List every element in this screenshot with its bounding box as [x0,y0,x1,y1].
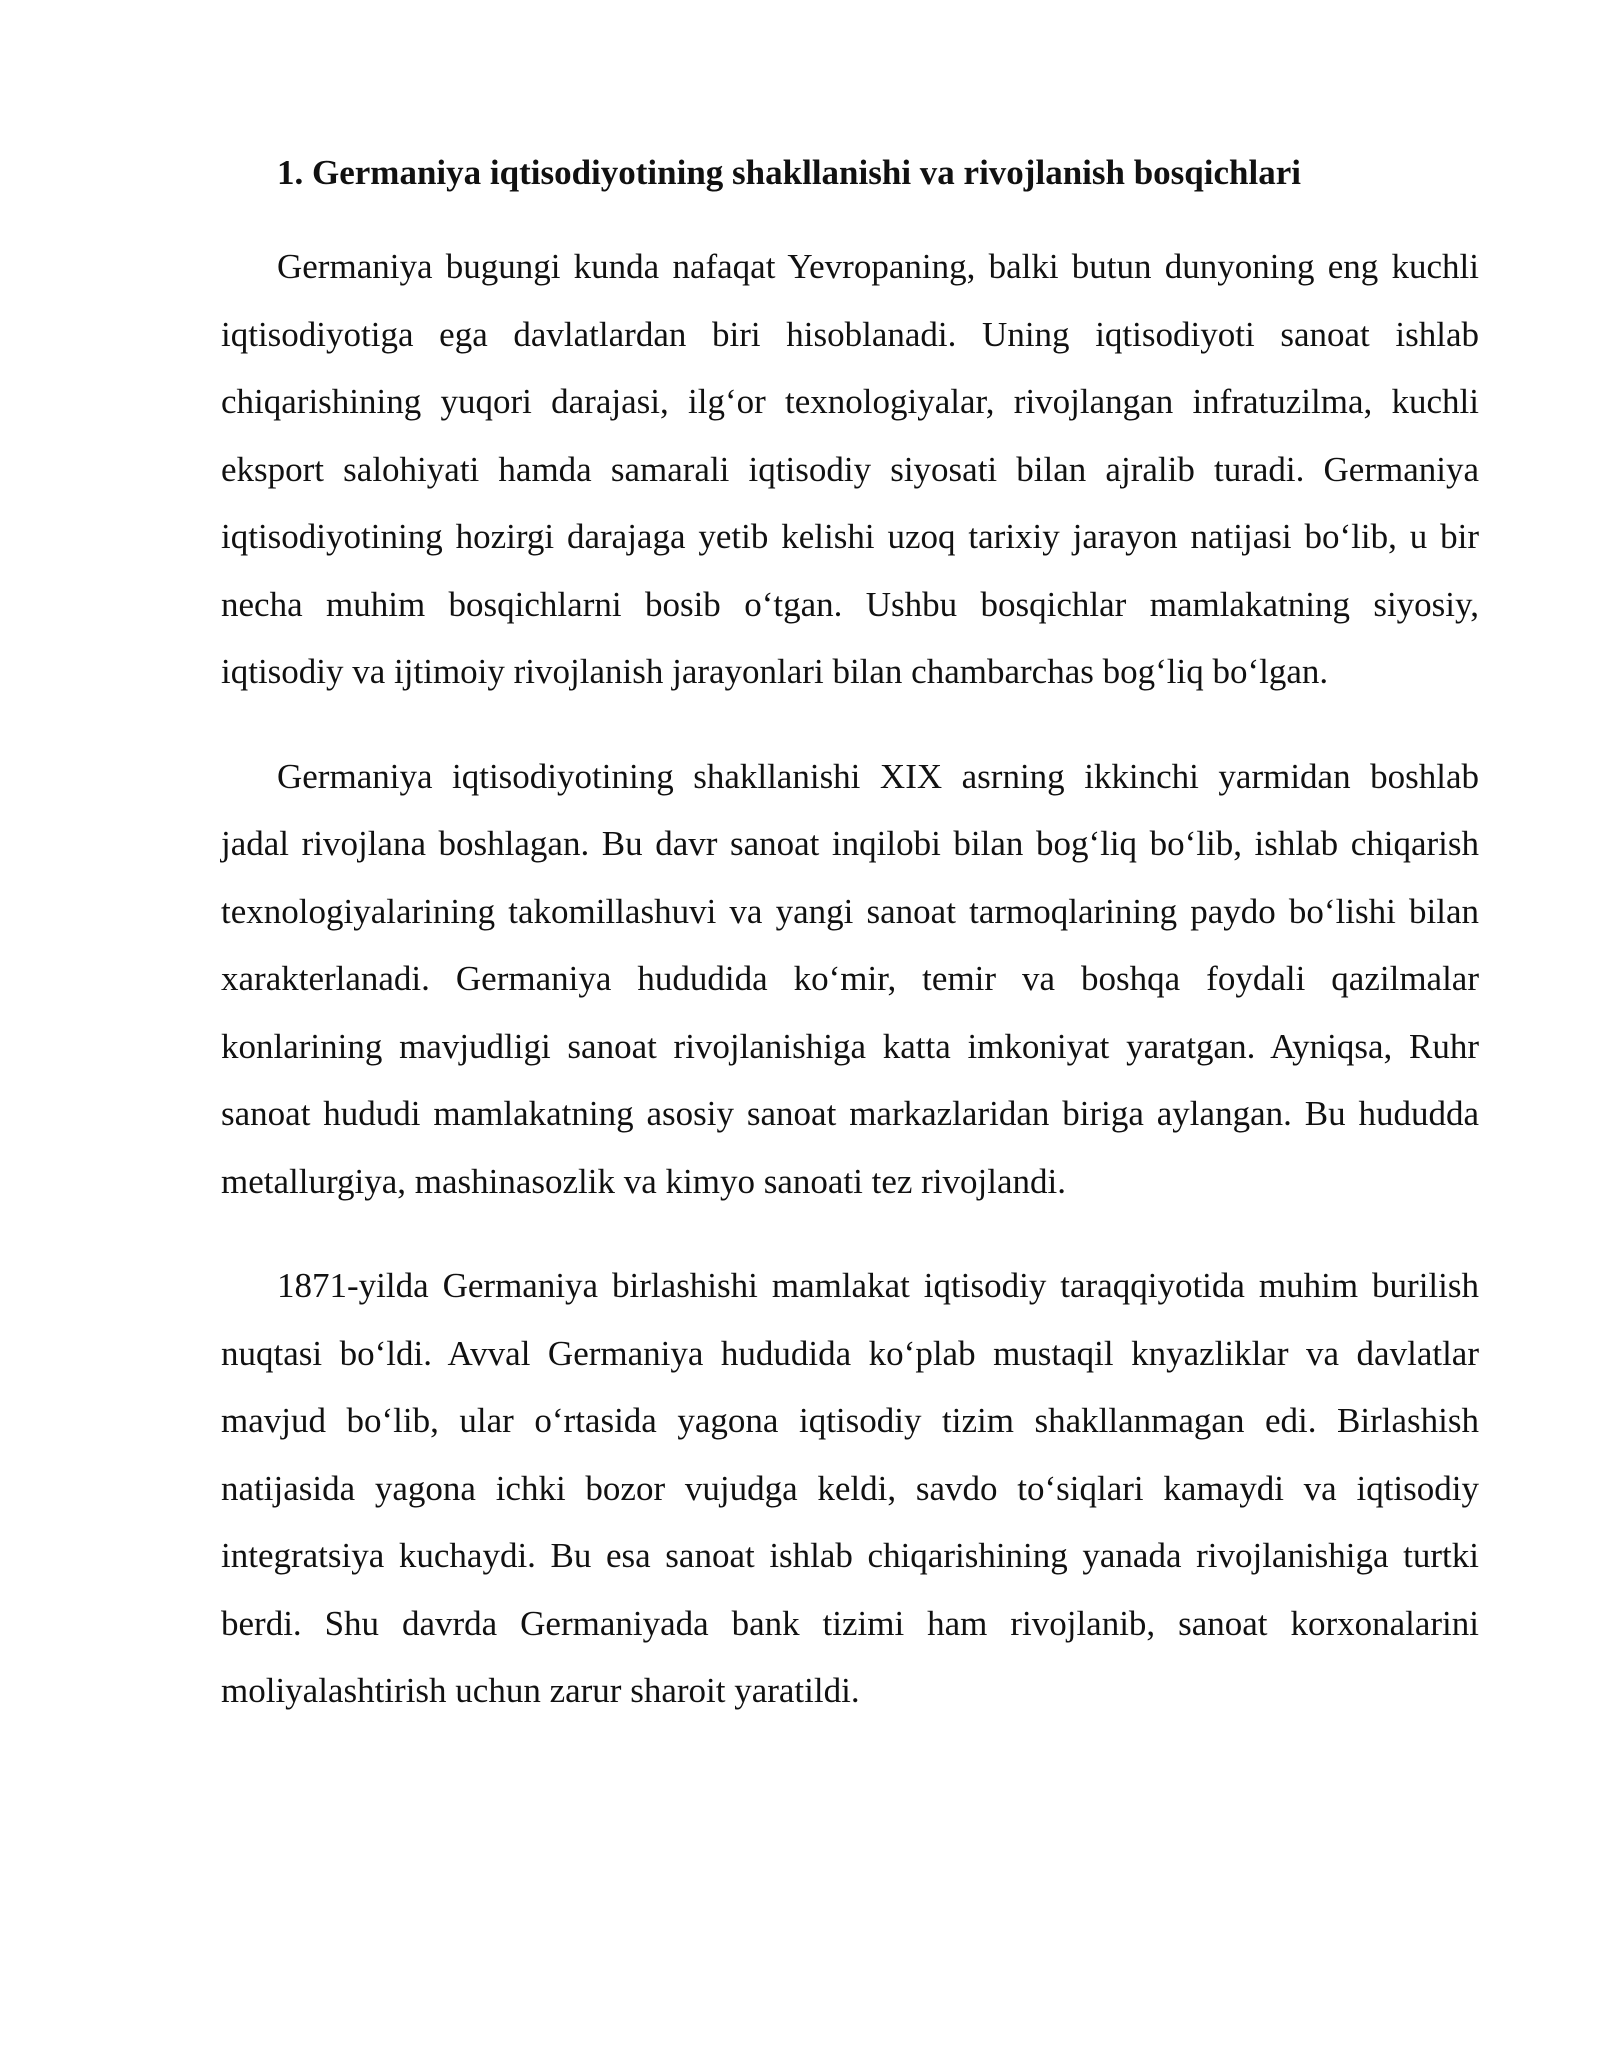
section-heading: 1. Germaniya iqtisodiyotining shakllanishi va rivojlanish bosqichlari [277,153,1301,192]
paragraph-1: Germaniya bugungi kunda nafaqat Yevropaning, balki butun dunyoning eng kuchli iqtisodiyotiga ega davlatlardan biri hisoblanadi. Uning iqtisodiyoti sanoat ishlab chiqarishining yuqori darajasi, ilg‘or texnologiyalar, rivojlangan infratuzilma, kuchli eksport salohiyati hamda samarali iqtisodiy siyosati bilan ajralib turadi. Germaniya iqtisodiyotining hozirgi darajaga yetib kelishi uzoq tarixiy jarayon natijasi bo‘lib, u bir necha muhim bosqichlarni bosib o‘tgan. Ushbu bosqichlar mamlakatning siyosiy, iqtisodiy va ijtimoiy rivojlanish jarayonlari bilan chambarchas bog‘liq bo‘lgan. [221,247,1479,691]
document-body [221,138,1479,1725]
paragraph-2: Germaniya iqtisodiyotining shakllanishi XIX asrning ikkinchi yarmidan boshlab jadal rivojlana boshlagan. Bu davr sanoat inqilobi bilan bog‘liq bo‘lib, ishlab chiqarish texnologiyalarining takomillashuvi va yangi sanoat tarmoqlarining paydo bo‘lishi bilan xarakterlanadi. Germaniya hududida ko‘mir, temir va boshqa foydali qazilmalar konlarining mavjudligi sanoat rivojlanishiga katta imkoniyat yaratgan. Ayniqsa, Ruhr sanoat hududi mamlakatning asosiy sanoat markazlaridan biriga aylangan. Bu hududda metallurgiya, mashinasozlik va kimyo sanoati tez rivojlandi. [221,756,1479,1201]
paragraph-3: 1871-yilda Germaniya birlashishi mamlakat iqtisodiy taraqqiyotida muhim burilish nuqtasi bo‘ldi. Avval Germaniya hududida ko‘plab mustaqil knyazliklar va davlatlar mavjud bo‘lib, ular o‘rtasida yagona iqtisodiy tizim shakllanmagan edi. Birlashish natijasida yagona ichki bozor vujudga keldi, savdo to‘siqlari kamaydi va iqtisodiy integratsiya kuchaydi. Bu esa sanoat ishlab chiqarishining yanada rivojlanishiga turtki berdi. Shu davrda Germaniyada bank tizimi ham rivojlanib, sanoat korxonalarini moliyalashtirish uchun zarur sharoit yaratildi. [221,1266,1479,1710]
